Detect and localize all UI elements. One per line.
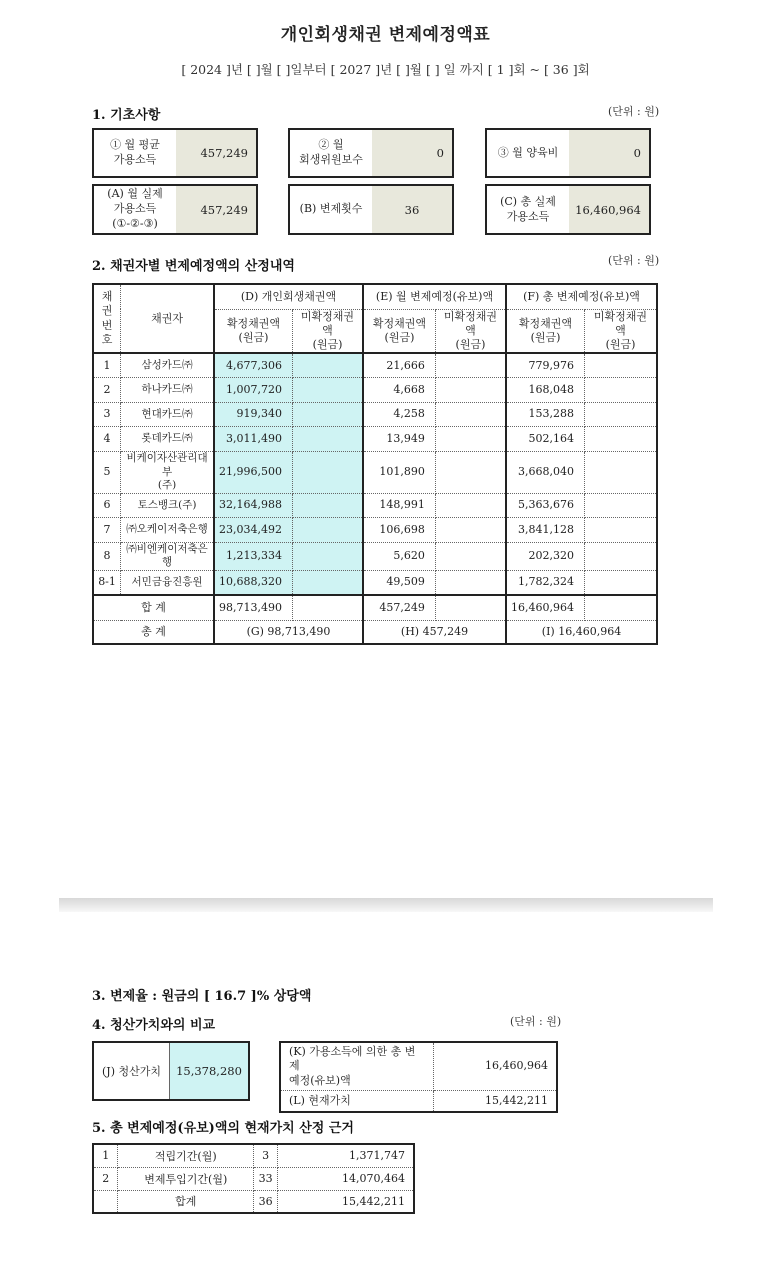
k-label: (K) 가용소득에 의한 총 변제 예정(유보)액 xyxy=(280,1042,434,1090)
creditor-name: 서민금융진흥원 xyxy=(121,571,214,596)
box-label: (B) 변제횟수 xyxy=(290,186,372,233)
f-confirmed: 502,164 xyxy=(506,427,584,452)
pv-months: 33 xyxy=(254,1167,278,1190)
pv-label: 적립기간(월) xyxy=(118,1144,254,1167)
e-unconfirmed xyxy=(435,402,506,427)
section2-unit: (단위 : 원) xyxy=(608,254,660,267)
creditor-row xyxy=(93,542,657,570)
basic-box-actual-income xyxy=(92,184,258,235)
box-label: ② 월 회생위원보수 xyxy=(290,130,372,176)
pv-amount: 14,070,464 xyxy=(278,1167,414,1190)
subtotal-e-confirmed: 457,249 xyxy=(363,595,435,620)
d-confirmed: 32,164,988 xyxy=(214,493,292,518)
box-label: (C) 총 실제 가용소득 xyxy=(487,186,569,233)
f-unconfirmed xyxy=(584,402,657,427)
creditor-row xyxy=(93,518,657,543)
e-confirmed: 106,698 xyxy=(363,518,435,543)
l-label: (L) 현재가치 xyxy=(280,1090,434,1112)
e-confirmed: 101,890 xyxy=(363,451,435,493)
box-value: 0 xyxy=(569,130,649,176)
subtotal-row xyxy=(93,595,657,620)
page-title: 개인회생채권 변제예정액표 xyxy=(280,25,491,45)
subtotal-d-confirmed: 98,713,490 xyxy=(214,595,292,620)
box-label: ① 월 평균 가용소득 xyxy=(94,130,176,176)
e-unconfirmed xyxy=(435,571,506,596)
section5-heading: 5. 총 변제예정(유보)액의 현재가치 산정 근거 xyxy=(92,1121,354,1136)
d-unconfirmed xyxy=(292,378,363,403)
e-confirmed: 21,666 xyxy=(363,353,435,378)
d-unconfirmed xyxy=(292,353,363,378)
creditor-name: 비케이자산관리대부 (주) xyxy=(121,451,214,493)
pv-months: 36 xyxy=(254,1190,278,1213)
d-unconfirmed xyxy=(292,493,363,518)
header-d-unconfirmed: 미확정채권액 (원금) xyxy=(292,309,363,353)
f-confirmed: 202,320 xyxy=(506,542,584,570)
f-confirmed: 3,668,040 xyxy=(506,451,584,493)
e-unconfirmed xyxy=(435,542,506,570)
f-confirmed: 3,841,128 xyxy=(506,518,584,543)
e-confirmed: 5,620 xyxy=(363,542,435,570)
liquidation-value: 15,378,280 xyxy=(170,1043,248,1099)
pv-no xyxy=(93,1190,118,1213)
liquidation-value-box xyxy=(92,1041,250,1101)
creditor-no: 2 xyxy=(93,378,121,403)
d-confirmed: 4,677,306 xyxy=(214,353,292,378)
d-unconfirmed xyxy=(292,571,363,596)
f-confirmed: 1,782,324 xyxy=(506,571,584,596)
subtotal-f-unconfirmed xyxy=(584,595,657,620)
liquidation-label: (J) 청산가치 xyxy=(94,1043,170,1099)
e-unconfirmed xyxy=(435,427,506,452)
basic-box-trustee-fee xyxy=(288,128,454,178)
creditor-no: 6 xyxy=(93,493,121,518)
pv-row xyxy=(93,1144,414,1167)
basic-box-total-income xyxy=(485,184,651,235)
pv-row xyxy=(93,1190,414,1213)
section4-unit: (단위 : 원) xyxy=(510,1015,562,1028)
subtotal-label: 합 계 xyxy=(93,595,214,620)
d-confirmed: 1,007,720 xyxy=(214,378,292,403)
e-confirmed: 4,258 xyxy=(363,402,435,427)
total-i: (I) 16,460,964 xyxy=(506,620,657,644)
present-value-table xyxy=(92,1143,415,1214)
section2-heading: 2. 채권자별 변제예정액의 산정내역 xyxy=(92,259,295,274)
creditor-row xyxy=(93,493,657,518)
creditor-row xyxy=(93,378,657,403)
pv-label: 합계 xyxy=(118,1190,254,1213)
creditor-name: 삼성카드㈜ xyxy=(121,353,214,378)
subtotal-d-unconfirmed xyxy=(292,595,363,620)
header-group-f: (F) 총 변제예정(유보)액 xyxy=(506,284,657,309)
header-f-unconfirmed: 미확정채권액 (원금) xyxy=(584,309,657,353)
basic-box-monthly-income xyxy=(92,128,258,178)
basic-box-repayment-count xyxy=(288,184,454,235)
e-confirmed: 49,509 xyxy=(363,571,435,596)
creditor-name: 롯데카드㈜ xyxy=(121,427,214,452)
e-confirmed: 4,668 xyxy=(363,378,435,403)
box-label: ③ 월 양육비 xyxy=(487,130,569,176)
d-confirmed: 1,213,334 xyxy=(214,542,292,570)
creditor-repayment-table xyxy=(92,283,658,645)
creditor-name: 하나카드㈜ xyxy=(121,378,214,403)
total-h: (H) 457,249 xyxy=(363,620,506,644)
header-d-confirmed: 확정채권액 (원금) xyxy=(214,309,292,353)
f-confirmed: 153,288 xyxy=(506,402,584,427)
creditor-name: 현대카드㈜ xyxy=(121,402,214,427)
f-confirmed: 779,976 xyxy=(506,353,584,378)
box-value: 457,249 xyxy=(176,186,256,233)
e-unconfirmed xyxy=(435,378,506,403)
d-confirmed: 919,340 xyxy=(214,402,292,427)
total-row xyxy=(93,620,657,644)
d-confirmed: 3,011,490 xyxy=(214,427,292,452)
d-unconfirmed xyxy=(292,518,363,543)
d-unconfirmed xyxy=(292,542,363,570)
total-g: (G) 98,713,490 xyxy=(214,620,363,644)
creditor-no: 3 xyxy=(93,402,121,427)
box-value: 0 xyxy=(372,130,452,176)
box-value: 36 xyxy=(372,186,452,233)
f-confirmed: 5,363,676 xyxy=(506,493,584,518)
pv-row xyxy=(93,1167,414,1190)
creditor-row xyxy=(93,402,657,427)
f-unconfirmed xyxy=(584,451,657,493)
header-creditor: 채권자 xyxy=(121,284,214,353)
f-unconfirmed xyxy=(584,571,657,596)
page-break-divider xyxy=(59,898,713,912)
section4-heading: 4. 청산가치와의 비교 xyxy=(92,1018,216,1033)
repayment-period: [ 2024 ]년 [ ]월 [ ]일부터 [ 2027 ]년 [ ]월 [ ] 일 까지 [ 1 ]회 ~ [ 36 ]회 xyxy=(181,62,590,77)
d-unconfirmed xyxy=(292,402,363,427)
section1-heading: 1. 기초사항 xyxy=(92,108,161,123)
e-unconfirmed xyxy=(435,493,506,518)
pv-label: 변제투입기간(월) xyxy=(118,1167,254,1190)
pv-amount: 1,371,747 xyxy=(278,1144,414,1167)
pv-no: 2 xyxy=(93,1167,118,1190)
box-value: 16,460,964 xyxy=(569,186,649,233)
f-unconfirmed xyxy=(584,353,657,378)
f-confirmed: 168,048 xyxy=(506,378,584,403)
d-confirmed: 23,034,492 xyxy=(214,518,292,543)
total-label: 총 계 xyxy=(93,620,214,644)
pv-no: 1 xyxy=(93,1144,118,1167)
comparison-table xyxy=(279,1041,558,1113)
f-unconfirmed xyxy=(584,542,657,570)
box-label: (A) 월 실제 가용소득 (①-②-③) xyxy=(94,186,176,233)
d-confirmed: 21,996,500 xyxy=(214,451,292,493)
creditor-no: 8-1 xyxy=(93,571,121,596)
e-unconfirmed xyxy=(435,353,506,378)
subtotal-f-confirmed: 16,460,964 xyxy=(506,595,584,620)
header-no: 채권 번호 xyxy=(93,284,121,353)
creditor-row xyxy=(93,427,657,452)
creditor-no: 7 xyxy=(93,518,121,543)
pv-amount: 15,442,211 xyxy=(278,1190,414,1213)
f-unconfirmed xyxy=(584,378,657,403)
subtotal-e-unconfirmed xyxy=(435,595,506,620)
header-e-unconfirmed: 미확정채권액 (원금) xyxy=(435,309,506,353)
d-confirmed: 10,688,320 xyxy=(214,571,292,596)
section3-heading: 3. 변제율 : 원금의 [ 16.7 ]% 상당액 xyxy=(92,989,312,1004)
k-value: 16,460,964 xyxy=(434,1042,557,1090)
f-unconfirmed xyxy=(584,518,657,543)
creditor-name: 토스뱅크(주) xyxy=(121,493,214,518)
e-confirmed: 13,949 xyxy=(363,427,435,452)
creditor-name: ㈜비엔케이저축은행 xyxy=(121,542,214,570)
basic-box-child-support xyxy=(485,128,651,178)
header-group-d: (D) 개인회생채권액 xyxy=(214,284,363,309)
e-confirmed: 148,991 xyxy=(363,493,435,518)
f-unconfirmed xyxy=(584,493,657,518)
section1-unit: (단위 : 원) xyxy=(608,105,660,118)
creditor-no: 1 xyxy=(93,353,121,378)
creditor-row xyxy=(93,353,657,378)
box-value: 457,249 xyxy=(176,130,256,176)
creditor-no: 4 xyxy=(93,427,121,452)
creditor-name: ㈜오케이저축은행 xyxy=(121,518,214,543)
d-unconfirmed xyxy=(292,427,363,452)
header-f-confirmed: 확정채권액 (원금) xyxy=(506,309,584,353)
creditor-row xyxy=(93,571,657,596)
header-e-confirmed: 확정채권액 (원금) xyxy=(363,309,435,353)
header-group-e: (E) 월 변제예정(유보)액 xyxy=(363,284,506,309)
creditor-no: 8 xyxy=(93,542,121,570)
creditor-row xyxy=(93,451,657,493)
pv-months: 3 xyxy=(254,1144,278,1167)
creditor-no: 5 xyxy=(93,451,121,493)
f-unconfirmed xyxy=(584,427,657,452)
l-value: 15,442,211 xyxy=(434,1090,557,1112)
d-unconfirmed xyxy=(292,451,363,493)
e-unconfirmed xyxy=(435,451,506,493)
e-unconfirmed xyxy=(435,518,506,543)
